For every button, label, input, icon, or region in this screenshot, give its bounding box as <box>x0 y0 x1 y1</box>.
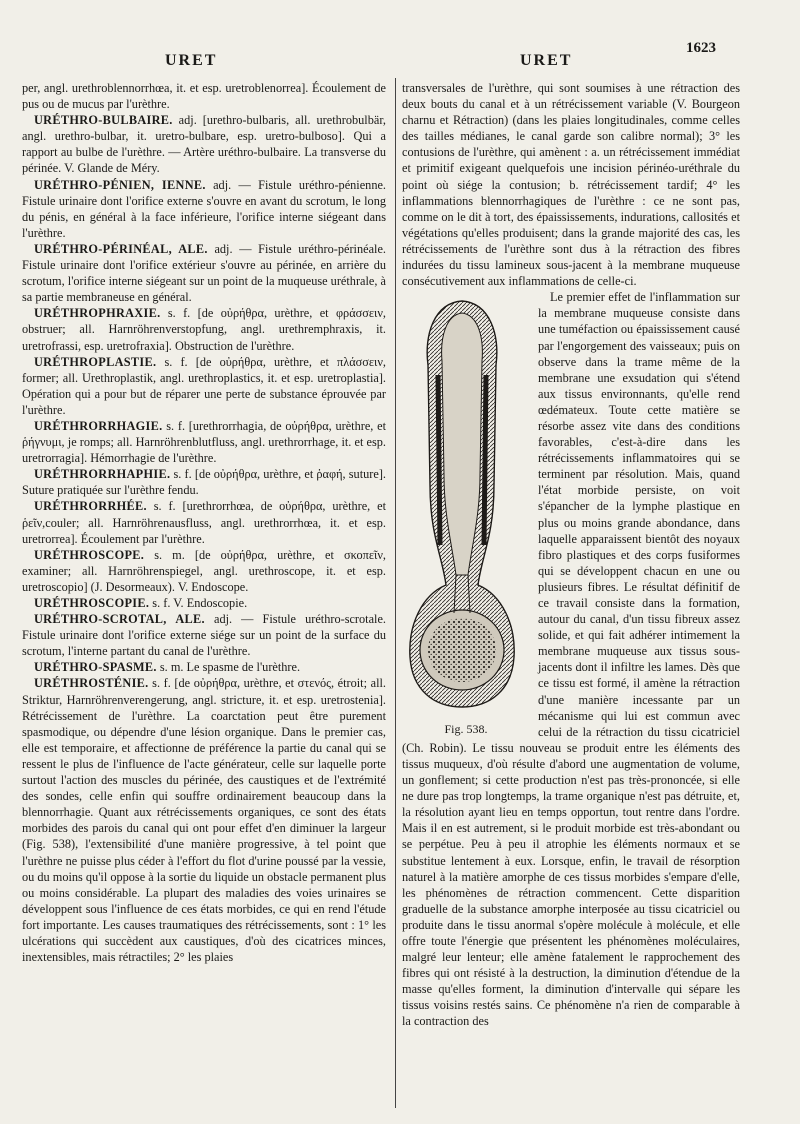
dictionary-entry <box>22 305 386 353</box>
dictionary-entry <box>22 112 386 176</box>
entry-headword: URÉTHRORRHAPHIE. <box>34 467 171 482</box>
entry-headword: URÉTHRO-SCROTAL, ALE. <box>34 612 205 627</box>
entry-headword: URÉTHROSCOPE. <box>34 547 145 562</box>
dictionary-entry <box>22 418 386 466</box>
entry-definition: adj. [urethro-bulbaris, all. urethrobulbär, angl. urethro-bulbar, it. uretro-bulbare, esp. uretro-bulboso]. Qui a rapport au bulbe de l'urèthre. — Artère uréthro-bulbaire. La transverse du périnée. V. Glande de Méry. <box>22 113 386 176</box>
entry-headword: URÉTHRO-PÉRINÉAL, ALE. <box>34 241 208 256</box>
entry-definition: per, angl. urethroblennorrhœa, it. et esp. uretroblenorrea]. Écoulement de pus ou de mucus par l'urèthre. <box>22 81 386 112</box>
figure-538 <box>402 295 530 735</box>
dictionary-entry <box>22 498 386 546</box>
dictionary-entry <box>22 595 386 611</box>
running-header-right: URET <box>520 52 573 69</box>
entry-definition: s. f. [urethrorrhagia, de οὐρήθρα, urèthre, et ῥήγνυμι, je romps; all. Harnröhrenblutfluss, angl. urethrorrhage, it. et esp. uretrorragia]. Hémorrhagie de l'urèthre. <box>22 418 386 466</box>
dictionary-entry <box>22 241 386 305</box>
entry-definition: s. f. [de οὐρήθρα, urèthre, et στενός, étroit; all. Striktur, Harnröhrenverengerung, angl. stricture, it. et esp. uretrostenia]. Rétrécissement de l'urèthre. La coarctation peut être purement spasmodique, ou dépendre d'une lésion organique. Dans le premier cas, elle est temporaire, et affectionne de préférence la partie du canal qui se ressent le plus de l'influence de l'acte générateur, celle sur laquelle porte surtout l'action des muscles du périnée, des caustiques et de l'extrémité des sondes, celle enfin qui souffre ordinairement beaucoup dans la blennorrhagie. Quant aux rétrécissements organiques, ce sont des états morbides des parois du canal qui ont pour effet d'en diminuer la largeur (Fig. 538), l'extensibilité d'une manière progressive, à tel point que l'urèthre ne puisse plus céder à l'effort du flot d'urine poussé par la vessie, ou du moins qu'il oppose à la sortie du liquide un obstacle permanent plus ou moins considérable. La plupart des maladies des voies urinaires se développent sous l'influence de ces états morbides, ce qui en rend l'étude fort importante. Les causes traumatiques des rétrécissements, sont : 1° les ulcérations qui succèdent aux caustiques, d'où des cicatrices minces, inextensibles, mais rétractiles; 2° les plaies <box>22 676 386 965</box>
entry-headword: URÉTHRO-BULBAIRE. <box>34 113 173 128</box>
dictionary-entry <box>22 675 386 965</box>
entry-headword: URÉTHRORRHAGIE. <box>34 418 163 433</box>
entry-definition: s. f. [de οὐρήθρα, urèthre, et φράσσειν, obstruer; all. Harnröhrenverstopfung, angl. urethremphraxis, it. uretrofrassi, esp. uretrofraxia]. Obstruction de l'urèthre. <box>22 306 386 353</box>
entry-definition: adj. — Fistule uréthro-périnéale. Fistule urinaire dont l'orifice extérieur s'ouvre au périnée, en arrière du scrotum, l'orifice interne siégeant sur un point de la muqueuse uréthrale, à sa partie membraneuse en général. <box>22 241 386 305</box>
entry-headword: URÉTHROPLASTIE. <box>34 354 157 369</box>
entry-definition: s. f. [de οὐρήθρα, urèthre, et πλάσσειν, former; all. Urethroplastik, angl. urethroplastics, it. et esp. uretroplastia]. Opération qui a pour but de réparer une perte de substance éprouvée par l'urèthre. <box>22 354 386 417</box>
entry-headword: URÉTHRO-PÉNIEN, IENNE. <box>34 177 206 192</box>
right-intro-paragraph: transversales de l'urèthre, qui sont soumises à une rétraction des deux bouts du canal et à un rétrécissement variable (V. Bourgeon charnu et Rétraction) (dans les plaies longitudinales, comme celles des tailles médianes, le canal garde son calibre normal); 3° les contusions de l'urèthre, qui amènent : a. un rétrécissement immédiat et primitif exigeant quelquefois une incision périnéo-uréthrale du point où siége la contusion; b. rétrécissement tardif; 4° les inflammations blennorrhagiques de l'urèthre : ce ne sont pas, comme on le dit à tort, des épaississements, indurations, callosités et végétations qu'elles produisent; dans la grande majorité des cas, les rétrécissements de l'urèthre sont dus à la rétraction des fibres indurées du tissu lamineux sous-jacent à la membrane muqueuse consécutivement aux inflammations de celle-ci. <box>402 81 740 289</box>
column-divider <box>395 78 396 1108</box>
dictionary-entry <box>22 177 386 241</box>
entry-definition: adj. — Fistule uréthro-scrotale. Fistule urinaire dont l'orifice externe siége sur un point de la surface du scrotum, l'interne partant du canal de l'urèthre. <box>22 612 386 659</box>
dictionary-entry <box>22 466 386 498</box>
entry-definition: s. f. [de οὐρήθρα, urèthre, et ῥαφή, suture]. Suture pratiquée sur l'urèthre fendu. <box>22 467 386 498</box>
entry-headword: URÉTHROSCOPIE. <box>34 596 150 610</box>
figure-caption: Fig. 538. <box>444 722 488 737</box>
entry-definition: s. m. [de οὐρήθρα, urèthre, et σκοπεῖν, examiner; all. Harnröhrenspiegel, angl. urethroscope, it. et esp. uretroscopio] (J. Desormeaux). V. Endoscope. <box>22 547 386 594</box>
urethra-stricture-illustration <box>402 295 522 715</box>
entry-definition: s. f. V. Endoscopie. <box>149 596 248 610</box>
dictionary-entry <box>22 547 386 595</box>
dictionary-entry <box>22 80 386 112</box>
entry-definition: s. f. [urethrorrhœa, de οὐρήθρα, urèthre, et ῥεῖν,couler; all. Harnröhrenausfluss, angl. urethrorrhœa, it. et esp. uretrorrea]. Écoulement par l'urèthre. <box>22 499 386 546</box>
right-main-paragraph: Le premier effet de l'inflammation sur la membrane muqueuse consiste dans une tuméfaction ou épaississement causé par l'engorgement des vaisseaux; puis on observe dans la trame même de la membrane une exsudation qui s'étend aux tissus environnants, qu'elle rend œdémateux. Toute cette matière se résorbe assez vite dans des conditions favorables, c'est-à-dire dans les rétrécissements inflammatoires qui se terminent par résolution. Mais, quand l'état morbide persiste, on voit s'épancher de la lymphe plastique en plus ou moins grande abondance, dans laquelle apparaissent bientôt des noyaux fibro plastiques et des corps fusiformes qui se développent chacun en une ou plusieurs fibres. Le résultat définitif de ce travail consiste dans la formation, autour du canal, d'un tissu fibreux assez solide, et qui fait adhérer intimement la membrane muqueuse aux tissus sous-jacents dont il infiltre les lames. Dès que ce tissu est formé, il amène la rétraction d'une manière incessante par un mécanisme qui lui est commun avec celui de la rétraction du tissu cicatriciel (Ch. Robin). Le tissu nouveau se produit entre les éléments des tissus muqueux, d'où résulte d'abord une augmentation de volume, un gonflement; si cette production n'est pas très-prononcée, si elle ne dure pas trop longtemps, la trame organique n'est pas détruite, et, la résolution ayant lieu en temps opportun, tout rentre dans l'ordre. Mais il en est autrement, si le produit morbide est très-abondant ou se perpétue. Peu à peu il atrophie les éléments normaux et se substitue lentement à eux. Lorsque, enfin, le travail de résorption naturel à la matière amorphe de ces tissus morbides s'empare d'elle, les phénomènes de rétraction commencent. Cette disparition graduelle de la substance amorphe interposée au tissu cicatriciel ou produite dans le tissu anormal s'opère molécule à molécule, et elle offre toute l'énergie que présentent les phénomènes moléculaires, malgré leur lenteur; elle amène fatalement le rapprochement des fibres qui ont résisté à la destruction, la diminution d'étendue de la masse qu'elles forment, la diminution d'intervalle qui sépare les tissus voisins restés sains. Ce phénomène n'a rien de comparable à la contraction des <box>402 290 740 1029</box>
entry-definition: s. m. Le spasme de l'urèthre. <box>156 660 301 675</box>
dictionary-entry <box>22 354 386 418</box>
entry-headword: URÉTHROSTÉNIE. <box>34 676 149 691</box>
right-column <box>402 80 740 1030</box>
left-column <box>22 80 386 965</box>
entry-definition: adj. — Fistule uréthro-pénienne. Fistule urinaire dont l'orifice externe s'ouvre en avant du scrotum, le long du pénis, en général à la face inférieure, l'orifice interne siégeant dans l'urèthre. <box>22 177 386 240</box>
entry-headword: URÉTHRO-SPASME. <box>34 660 157 675</box>
entry-headword: URÉTHROPHRAXIE. <box>34 306 161 321</box>
page-number: 1623 <box>686 40 716 56</box>
dictionary-entry <box>22 659 386 675</box>
running-header-left: URET <box>165 52 218 69</box>
entry-headword: URÉTHRORRHÉE. <box>34 499 147 514</box>
dictionary-entry <box>22 611 386 659</box>
